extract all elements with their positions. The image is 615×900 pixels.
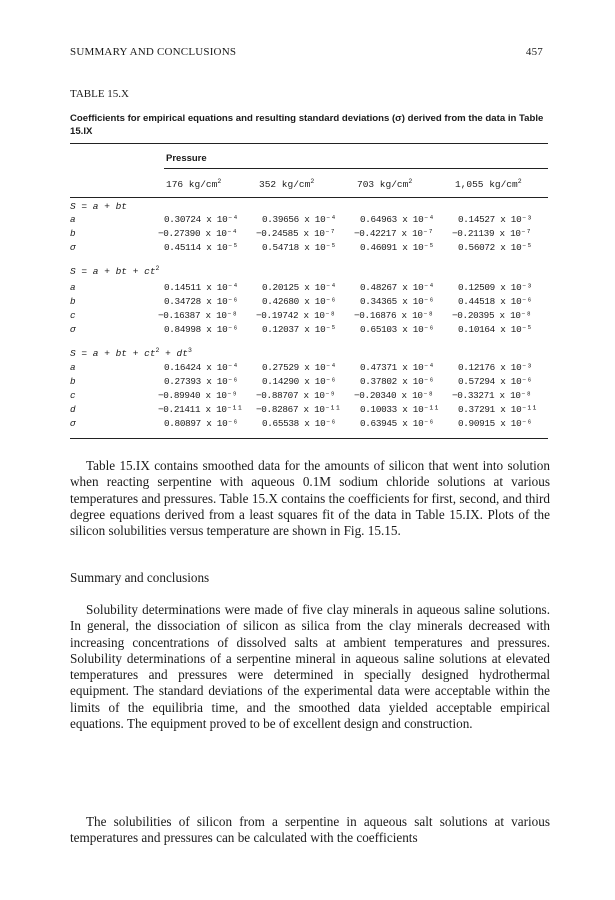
column-header-352: 352 $kg/cm^2$ (259, 178, 315, 191)
table-row: a 0.16424 x 10⁻⁴ 0.27529 x 10⁻⁴ 0.47371 x 10⁻⁴ 0.12176 x 10⁻³ (70, 362, 532, 373)
table-row: c −0.16387 x 10⁻⁸ −0.19742 x 10⁻⁸ −0.16876 x 10⁻⁸ −0.20395 x 10⁻⁸ (70, 310, 532, 321)
equation-quadratic: S = a + bt + $ct^2$ (70, 265, 160, 278)
body-paragraph-1: Table 15.IX contains smoothed data for the amounts of silicon that went into solution when reacting serpentine with aqueous 0.1M sodium chloride solutions at various temperatures and pressures. Table 15.X contains the coefficients for first, second, and third degree equations derived from a least squares fit of the data in Table 15.IX. Plots of the silicon solubilities versus temperature are shown in Fig. 15.15. (70, 458, 550, 539)
table-row: σ 0.45114 x 10⁻⁵ 0.54718 x 10⁻⁵ 0.46091 x 10⁻⁵ 0.56072 x 10⁻⁵ (70, 242, 532, 253)
table-row: b −0.27390 x 10⁻⁴ −0.24585 x 10⁻⁷ −0.42217 x 10⁻⁷ −0.21139 x 10⁻⁷ (70, 228, 532, 239)
header-bottom-rule (70, 197, 548, 198)
table-caption: Coefficients for empirical equations and resulting standard deviations (σ) derived from the data in Table 15.IX (70, 113, 544, 137)
table-row: b 0.27393 x 10⁻⁶ 0.14290 x 10⁻⁶ 0.37802 x 10⁻⁶ 0.57294 x 10⁻⁶ (70, 376, 532, 387)
table-row: σ 0.80897 x 10⁻⁶ 0.65538 x 10⁻⁶ 0.63945 x 10⁻⁶ 0.90915 x 10⁻⁶ (70, 418, 532, 429)
table-row: b 0.34728 x 10⁻⁶ 0.42680 x 10⁻⁶ 0.34365 x 10⁻⁶ 0.44518 x 10⁻⁶ (70, 296, 532, 307)
equation-linear: S = a + bt (70, 201, 128, 212)
table-row: a 0.14511 x 10⁻⁴ 0.20125 x 10⁻⁴ 0.48267 x 10⁻⁴ 0.12509 x 10⁻³ (70, 282, 532, 293)
column-header-176: 176 $kg/cm^2$ (166, 178, 222, 191)
table-row: σ 0.84998 x 10⁻⁶ 0.12037 x 10⁻⁵ 0.65103 x 10⁻⁶ 0.10164 x 10⁻⁵ (70, 324, 532, 335)
table-top-rule (70, 143, 548, 144)
column-header-1055: 1,055 $kg/cm^2$ (455, 178, 522, 191)
page-number: 457 (525, 46, 543, 58)
table-row: a 0.30724 x 10⁻⁴ 0.39656 x 10⁻⁴ 0.64963 x 10⁻⁴ 0.14527 x 10⁻³ (70, 214, 532, 225)
section-heading: Summary and conclusions (70, 570, 210, 585)
running-head-title: SUMMARY AND CONCLUSIONS (70, 46, 237, 58)
body-paragraph-3: The solubilities of silicon from a serpentine in aqueous salt solutions at various temperatures and pressures can be calculated with the coefficients (70, 814, 550, 846)
pressure-header: Pressure (166, 153, 207, 164)
table-row: c −0.89940 x 10⁻⁹ −0.88707 x 10⁻⁹ −0.20340 x 10⁻⁸ −0.33271 x 10⁻⁸ (70, 390, 532, 401)
equation-cubic: S = a + bt + $ct^2 + dt^3$ (70, 347, 192, 360)
body-paragraph-2: Solubility determinations were made of five clay minerals in aqueous saline solutions. In general, the dissociation of silicon as silica from the clay minerals decreased with increasing concentrations of dissolved salts at ambient temperatures and pressures. Solubility determinations of a serpentine mineral in aqueous saline solutions at elevated temperatures and pressures were determined in specially designed hydrothermal equipment. The standard deviations of the experimental data were acceptable within the limits of the equilibria time, and the smoothed data yielded acceptable empirical equations. The equipment proved to be of excellent design and construction. (70, 602, 550, 732)
table-row: d −0.21411 x 10⁻¹¹ −0.82867 x 10⁻¹¹ 0.10033 x 10⁻¹¹ 0.37291 x 10⁻¹¹ (70, 404, 538, 415)
table-bottom-rule (70, 438, 548, 439)
pressure-rule (164, 168, 548, 169)
table-label: TABLE 15.X (70, 88, 130, 100)
column-header-703: 703 $kg/cm^2$ (357, 178, 413, 191)
